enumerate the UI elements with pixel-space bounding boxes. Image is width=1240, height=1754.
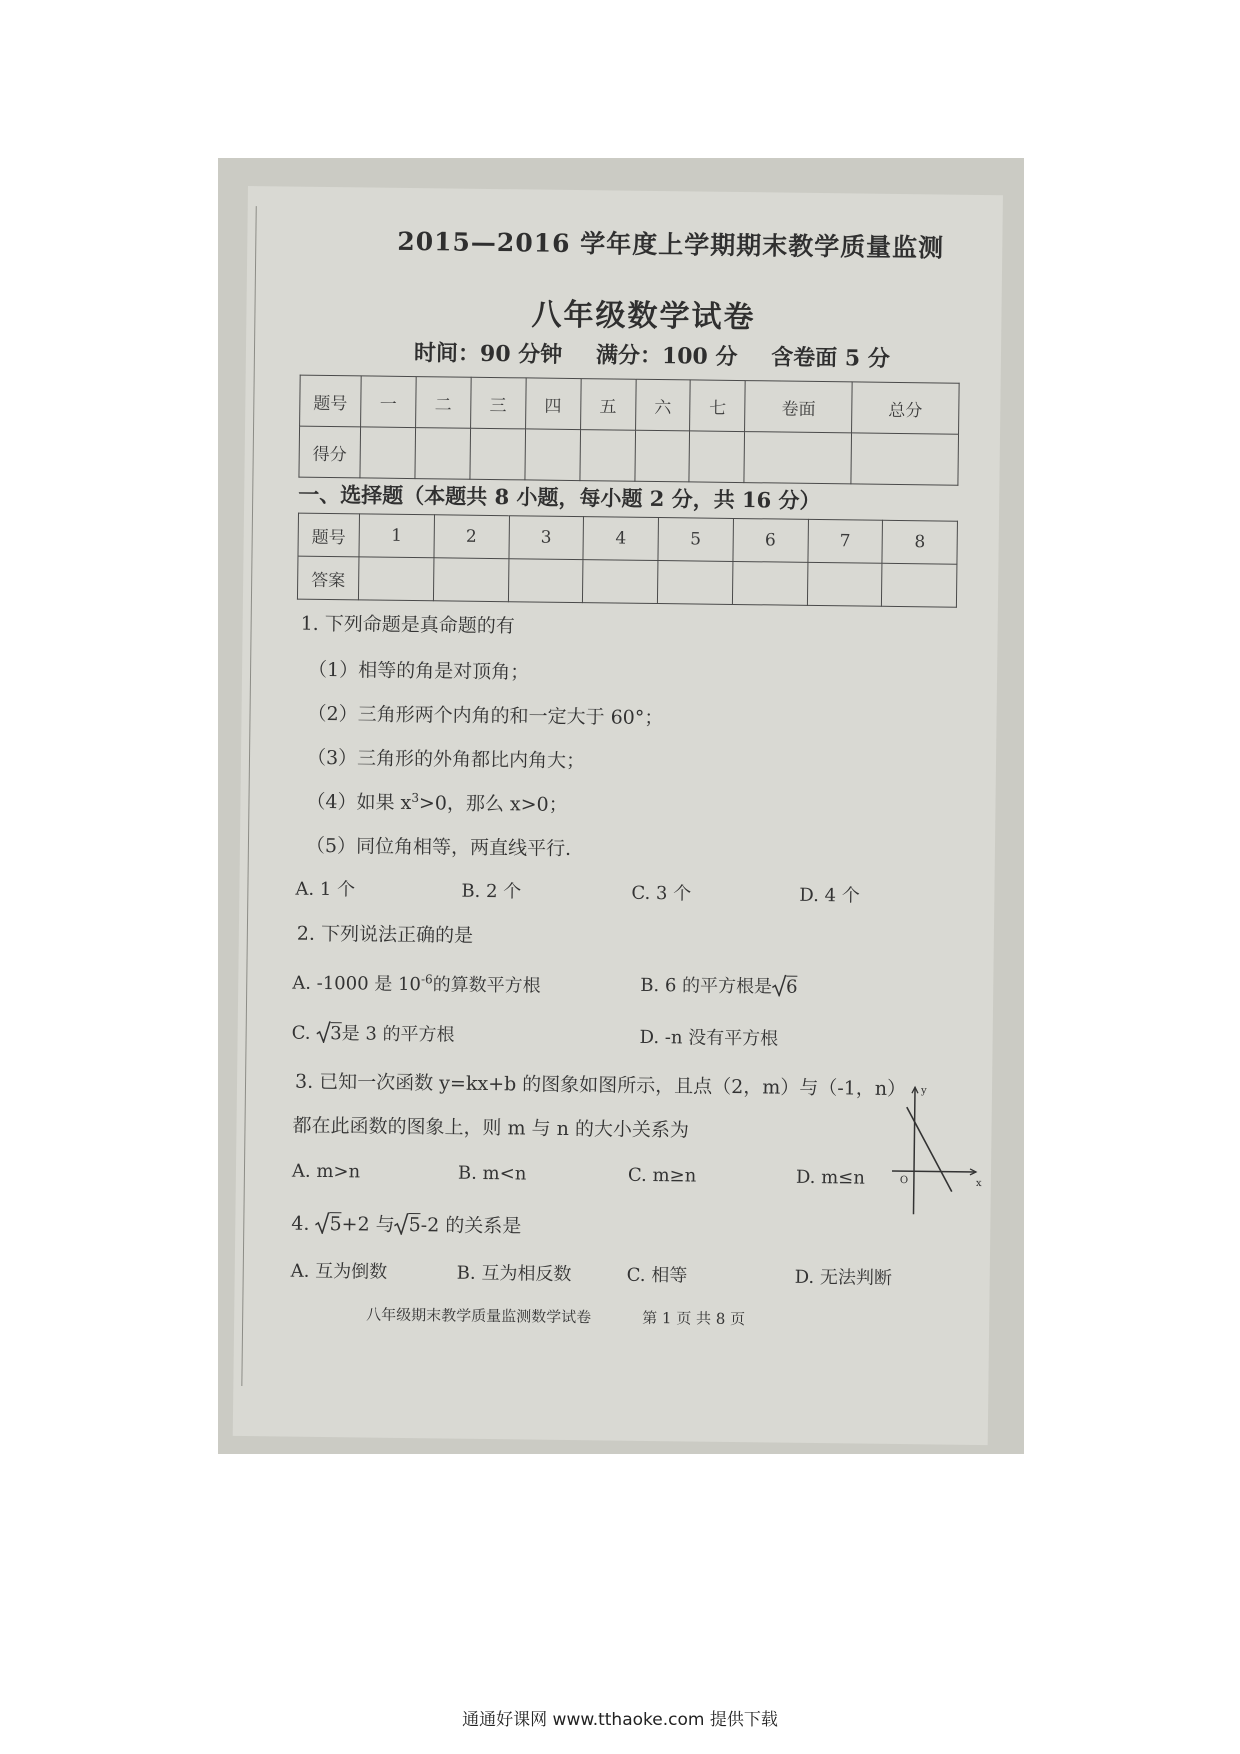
answer-cell: 3	[508, 516, 583, 560]
q4-option-b: B. 互为相反数	[456, 1262, 572, 1286]
q3-option-d: D. m≤n	[795, 1166, 866, 1189]
score-cell: 总分	[852, 382, 959, 434]
q1-option-d: D. 4 个	[799, 884, 860, 907]
q1-item-2: （2）三角形两个内角的和一定大于 60°；	[307, 702, 664, 730]
q2-option-c-text: C.	[291, 1022, 311, 1044]
q4-stem-mid: +2 与	[341, 1213, 395, 1236]
section-heading: 一、选择题（本题共 8 小题，每小题 2 分，共 16 分）	[298, 481, 821, 514]
score-cell: 四	[525, 378, 581, 430]
margin-rule	[241, 206, 256, 1386]
q4-option-c: C. 相等	[626, 1264, 688, 1287]
q4-radicand-1: 5	[329, 1213, 342, 1236]
page-footer-number: 第 1 页 共 8 页	[642, 1308, 746, 1329]
score-blank-cell	[744, 432, 851, 484]
answer-cell: 6	[733, 518, 808, 562]
score-cell: 题号	[300, 375, 362, 427]
answer-cell: 5	[658, 518, 733, 562]
q2-option-b	[640, 971, 798, 999]
q2-option-a	[292, 969, 541, 998]
answer-blank-cell	[657, 561, 732, 605]
q3-option-b: B. m<n	[457, 1162, 527, 1185]
q3-stem-line2: 都在此函数的图象上，则 m 与 n 的大小关系为	[292, 1114, 690, 1142]
q1-item-5: （5）同位角相等，两直线平行.	[305, 834, 572, 860]
q4-stem	[291, 1209, 521, 1239]
score-table	[298, 375, 959, 486]
answer-cell: 7	[807, 519, 882, 563]
score-blank-cell	[360, 427, 416, 479]
answer-cell: 2	[434, 515, 509, 559]
q4-radicand-2: 5	[408, 1214, 421, 1237]
x-axis-label: x	[975, 1177, 982, 1190]
q2-option-d: D. -n 没有平方根	[639, 1026, 779, 1050]
exam-title-line2: 八年级数学试卷	[531, 297, 756, 336]
score-blank-cell	[470, 428, 526, 480]
meta-time: 时间：90 分钟	[413, 340, 563, 368]
exam-meta	[414, 336, 916, 373]
exam-paper	[233, 186, 1003, 1445]
function-line	[906, 1107, 953, 1192]
q2-option-c-rest: 是 3 的平方根	[341, 1023, 455, 1046]
score-blank-cell	[851, 433, 958, 485]
q4-number: 4.	[291, 1212, 310, 1235]
q1-option-b: B. 2 个	[461, 880, 522, 903]
score-cell: 卷面	[745, 381, 852, 433]
score-cell: 六	[635, 379, 691, 431]
q1-stem: 1. 下列命题是真命题的有	[300, 612, 515, 638]
q1-item-4-exponent: 3	[411, 790, 420, 805]
q2-option-c	[292, 1019, 455, 1047]
meta-full-score: 满分：100 分	[595, 342, 738, 370]
answer-blank-cell	[882, 563, 957, 607]
y-axis	[913, 1087, 915, 1214]
answer-blank-cell	[807, 562, 882, 606]
q4-stem-rest: -2 的关系是	[420, 1214, 522, 1238]
answer-row-label: 答案	[297, 556, 359, 600]
origin-label: O	[899, 1175, 909, 1187]
x-axis	[892, 1171, 976, 1172]
sqrt-symbol	[316, 1021, 330, 1044]
answer-table	[297, 513, 958, 608]
q3-stem-line1: 3. 已知一次函数 y=kx+b 的图象如图所示，且点（2，m）与（-1，n）	[294, 1070, 907, 1101]
score-blank-cell	[525, 429, 581, 481]
answer-table-answer-row	[297, 556, 956, 607]
q4-option-d: D. 无法判断	[794, 1266, 893, 1289]
q1-item-3: （3）三角形的外角都比内角大；	[306, 746, 586, 773]
score-cell: 五	[580, 379, 636, 431]
answer-cell: 4	[583, 517, 658, 561]
q2-stem: 2. 下列说法正确的是	[296, 922, 474, 947]
q1-item-4-rest: >0，那么 x>0；	[418, 792, 568, 816]
page-footer-title: 八年级期末教学质量监测数学试卷	[366, 1305, 592, 1327]
sqrt-symbol	[395, 1213, 409, 1236]
sqrt-symbol	[772, 974, 786, 997]
answer-blank-cell	[358, 557, 433, 601]
q2-option-a-rest: 的算数平方根	[432, 974, 541, 997]
answer-cell: 题号	[298, 513, 360, 557]
exam-title-line1: 2015—2016 学年度上学期期末教学质量监测	[397, 226, 945, 263]
q4-option-a: A. 互为倒数	[290, 1260, 388, 1283]
q1-item-4	[306, 787, 568, 817]
score-blank-cell	[580, 430, 636, 482]
answer-blank-cell	[508, 559, 583, 603]
score-cell: 一	[361, 376, 417, 428]
q2-option-a-exponent: -6	[420, 972, 433, 987]
score-blank-cell	[415, 428, 471, 480]
q2-option-c-radicand: 3	[330, 1023, 342, 1045]
meta-neatness: 含卷面 5 分	[771, 344, 890, 372]
score-blank-cell	[634, 430, 690, 482]
score-blank-cell	[689, 431, 745, 483]
download-credit: 通通好课网 www.tthaoke.com 提供下载	[462, 1710, 778, 1730]
y-axis-label: y	[920, 1085, 927, 1097]
score-table-score-row	[299, 426, 959, 485]
score-cell: 七	[690, 380, 746, 432]
q1-item-1: （1）相等的角是对顶角；	[307, 658, 530, 684]
score-cell: 三	[470, 377, 526, 429]
answer-blank-cell	[583, 560, 658, 604]
answer-cell: 1	[359, 514, 434, 558]
sqrt-symbol	[315, 1212, 329, 1235]
answer-cell: 8	[882, 520, 957, 564]
q3-function-graph	[883, 1079, 985, 1220]
score-row-label: 得分	[299, 426, 361, 478]
answer-blank-cell	[433, 558, 508, 602]
score-cell: 二	[415, 377, 471, 429]
q3-option-a: A. m>n	[291, 1160, 361, 1183]
q2-option-a-text: A. -1000 是 10	[292, 972, 422, 996]
score-table-header-row	[300, 375, 960, 434]
q2-option-b-radicand: 6	[785, 976, 798, 998]
q1-option-a: A. 1 个	[295, 878, 356, 901]
q1-item-4-text: （4）如果 x	[306, 790, 412, 815]
q2-option-b-text: B. 6 的平方根是	[640, 974, 773, 998]
q3-option-c: C. m≥n	[627, 1164, 697, 1187]
exam-photo	[218, 158, 1024, 1454]
answer-blank-cell	[732, 561, 807, 605]
q1-option-c: C. 3 个	[631, 882, 692, 905]
